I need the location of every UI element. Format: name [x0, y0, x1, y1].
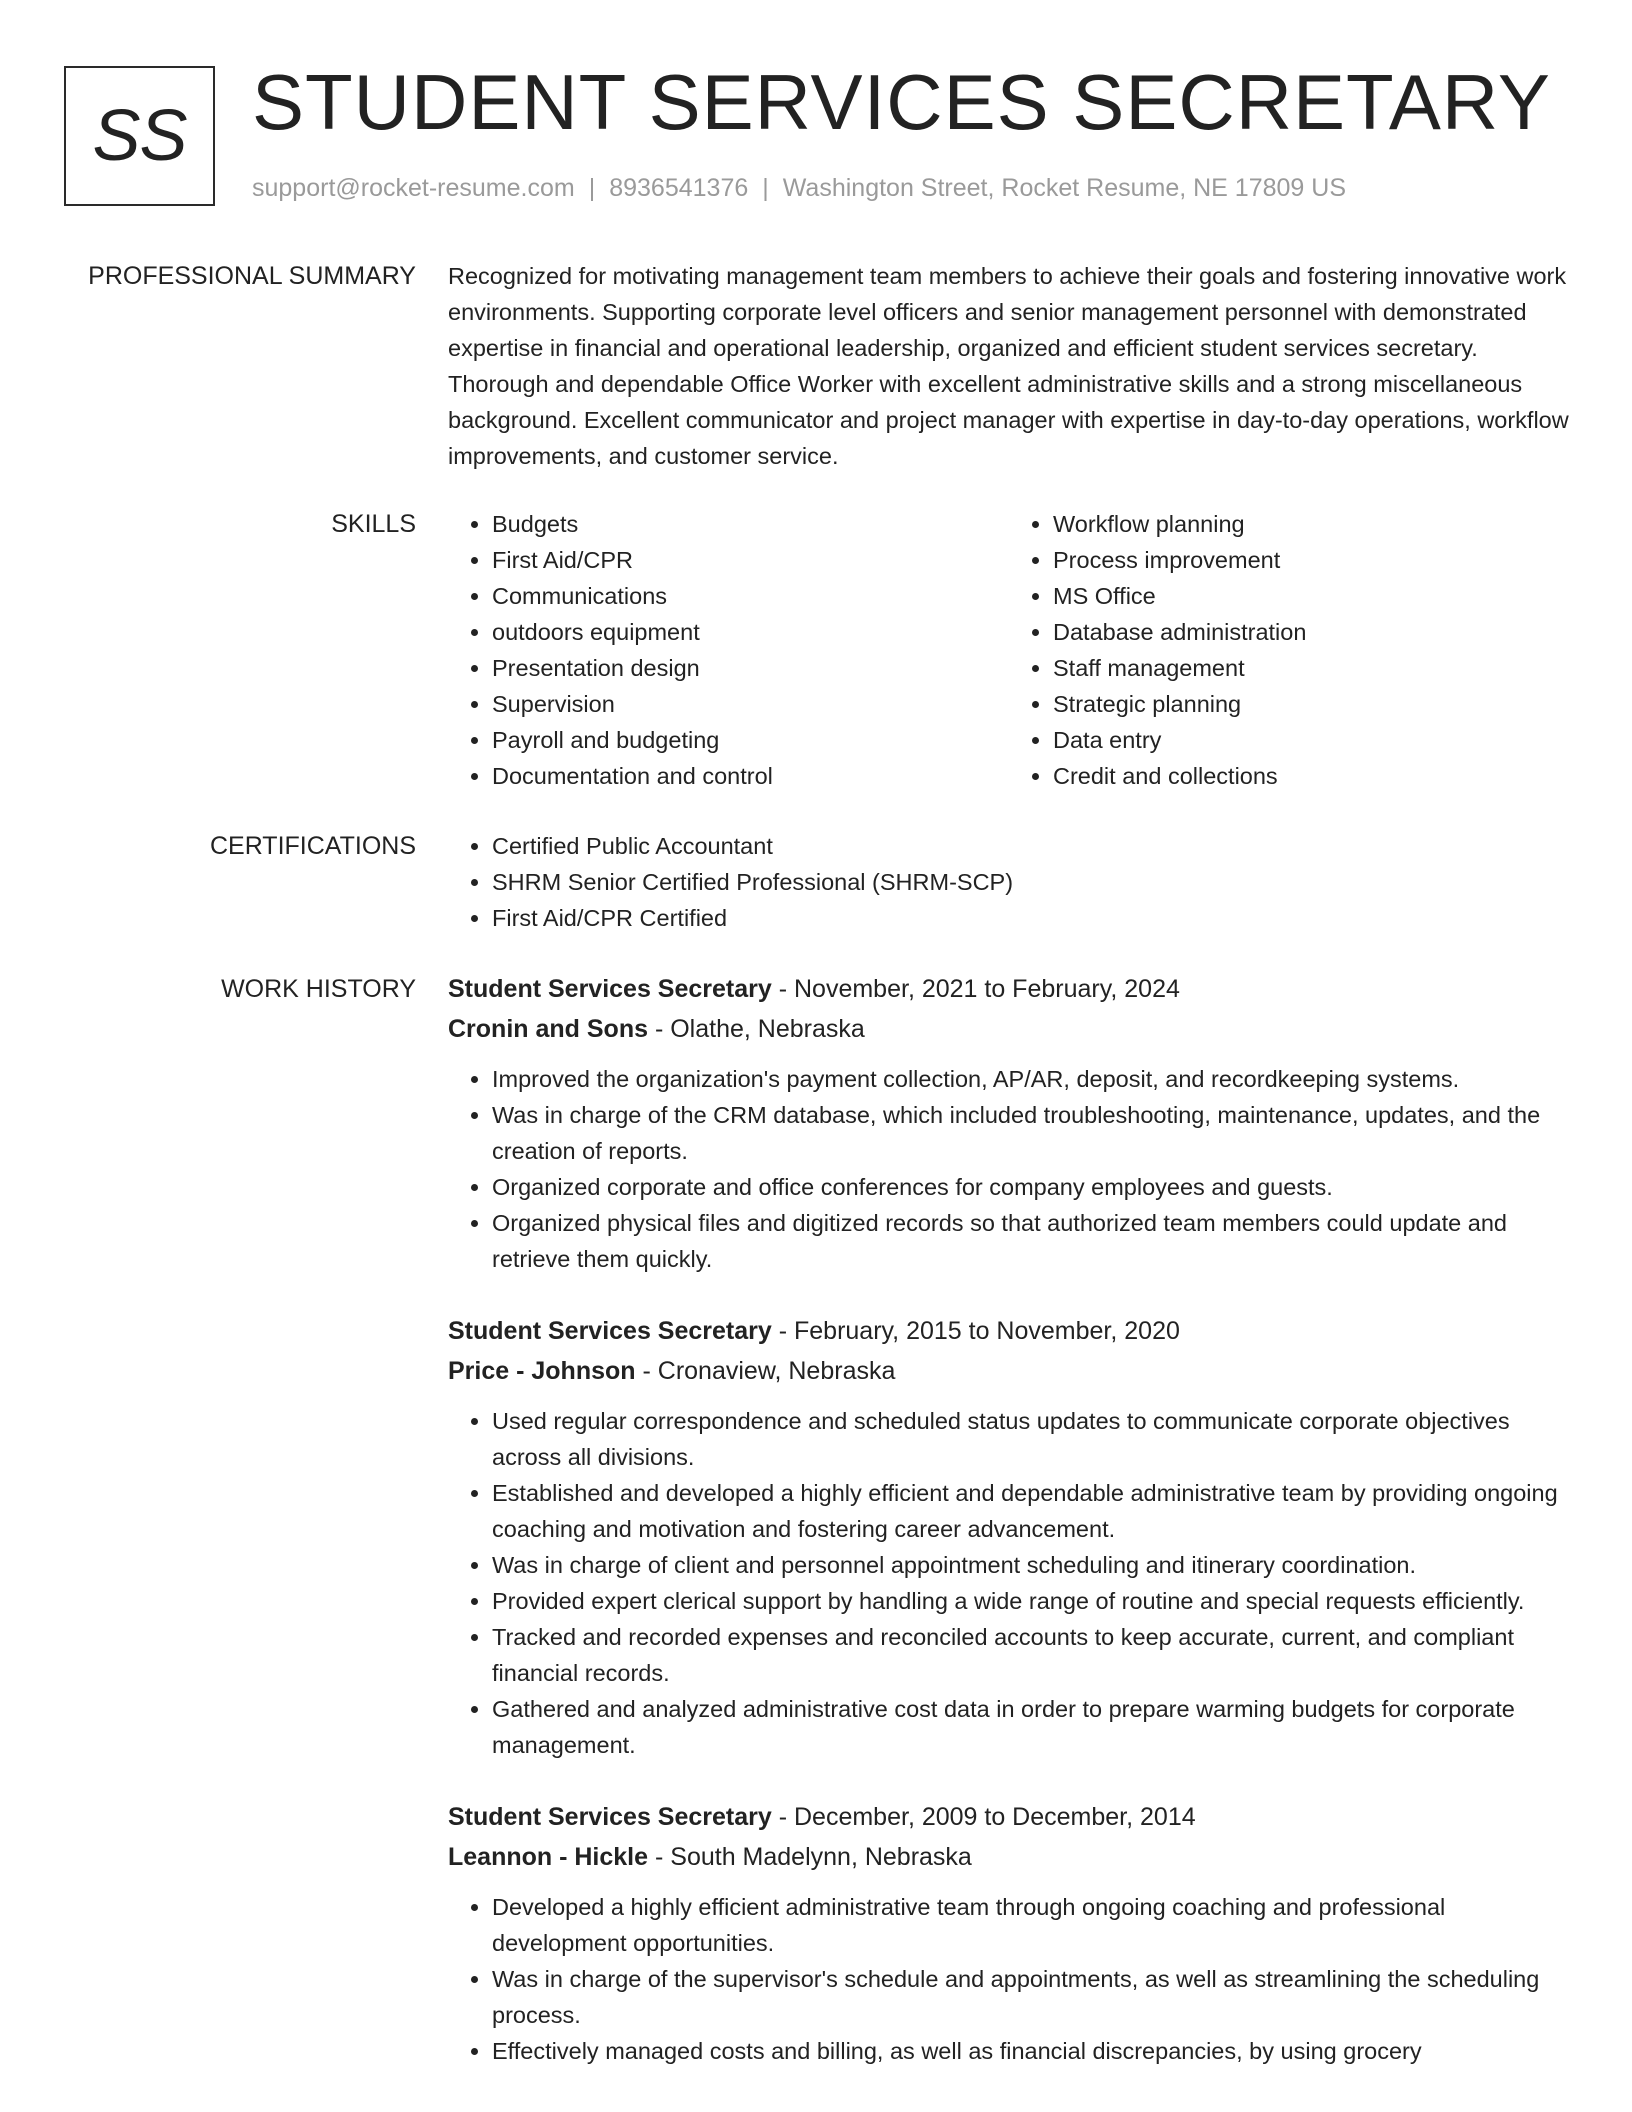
work-body — [448, 969, 1570, 2069]
list-item: • Was in charge of the CRM database, which included troubleshooting, maintenance, updates, and the creation of reports. — [492, 1097, 1570, 1169]
list-item: • First Aid/CPR Certified — [492, 900, 1570, 936]
list-item: • Credit and collections — [1053, 758, 1570, 794]
list-item: • Tracked and recorded expenses and reconciled accounts to keep accurate, current, and compliant financial records. — [492, 1619, 1570, 1691]
list-item: • Organized physical files and digitized records so that authorized team members could update and retrieve them quickly. — [492, 1205, 1570, 1277]
list-item: • SHRM Senior Certified Professional (SHRM-SCP) — [492, 864, 1570, 900]
summary-body — [448, 258, 1570, 474]
contact-address: Washington Street, Rocket Resume, NE 17809 US — [782, 174, 1346, 202]
section-heading: CERTIFICATIONS — [209, 832, 416, 860]
job-title: Student Services Secretary — [448, 1803, 772, 1831]
resume-name: STUDENT SERVICES SECRETARY — [252, 58, 1551, 146]
job-title-line — [448, 969, 1570, 1009]
job-title: Student Services Secretary — [448, 1317, 772, 1345]
list-item: • outdoors equipment — [492, 614, 1009, 650]
job-bullets — [448, 1061, 1570, 1277]
list-item: • Was in charge of the supervisor's schedule and appointments, as well as streamlining the scheduling process. — [492, 1961, 1570, 2033]
job-entry — [448, 1311, 1570, 1763]
list-item: • Payroll and budgeting — [492, 722, 1009, 758]
list-item: • Organized corporate and office conferences for company employees and guests. — [492, 1169, 1570, 1205]
job-company-line — [448, 1351, 1570, 1391]
list-item: • Effectively managed costs and billing, as well as financial discrepancies, by using grocery — [492, 2033, 1570, 2069]
job-dates: - February, 2015 to November, 2020 — [771, 1317, 1180, 1345]
list-item: • Certified Public Accountant — [492, 828, 1570, 864]
job-bullets — [448, 1403, 1570, 1763]
list-item: • Provided expert clerical support by handling a wide range of routine and special requests efficiently. — [492, 1583, 1570, 1619]
certifications-body — [448, 828, 1570, 936]
job-location: - South Madelynn, Nebraska — [648, 1843, 972, 1871]
job-title-line — [448, 1311, 1570, 1351]
list-item: • Supervision — [492, 686, 1009, 722]
job-company: Price - Johnson — [448, 1357, 636, 1385]
skills-list-left — [448, 506, 1009, 794]
list-item: • Workflow planning — [1053, 506, 1570, 542]
list-item: • Database administration — [1053, 614, 1570, 650]
contact-separator: | — [762, 174, 769, 202]
list-item: • Developed a highly efficient administrative team through ongoing coaching and professional development opportunities. — [492, 1889, 1570, 1961]
list-item: • Staff management — [1053, 650, 1570, 686]
contact-email[interactable]: support@rocket-resume.com — [252, 174, 575, 202]
list-item: • Data entry — [1053, 722, 1570, 758]
list-item: • Used regular correspondence and scheduled status updates to communicate corporate objectives across all divisions. — [492, 1403, 1570, 1475]
list-item: • MS Office — [1053, 578, 1570, 614]
section-heading: PROFESSIONAL SUMMARY — [88, 262, 416, 290]
list-item: • Established and developed a highly efficient and dependable administrative team by providing ongoing coaching and motivation and fostering career advancement. — [492, 1475, 1570, 1547]
monogram-box — [64, 66, 215, 206]
job-dates: - December, 2009 to December, 2014 — [771, 1803, 1196, 1831]
contact-line — [252, 174, 1346, 203]
list-item: • Process improvement — [1053, 542, 1570, 578]
job-location: - Olathe, Nebraska — [648, 1015, 865, 1043]
skills-list-right — [1009, 506, 1570, 794]
list-item: • Improved the organization's payment collection, AP/AR, deposit, and recordkeeping systems. — [492, 1061, 1570, 1097]
list-item: • First Aid/CPR — [492, 542, 1009, 578]
contact-phone[interactable]: 8936541376 — [609, 174, 749, 202]
job-location: - Cronaview, Nebraska — [635, 1357, 896, 1385]
summary-text: Recognized for motivating management team members to achieve their goals and fostering innovative work environments. Supporting corporate level officers and senior management personnel with demonstrated expertise in financial and operational leadership, organized and efficient student services secretary. Thorough and dependable Office Worker with excellent administrative skills and a strong miscellaneous background. Excellent communicator and project manager with expertise in day-to-day operations, workflow improvements, and customer service. — [448, 263, 1569, 469]
section-heading: SKILLS — [331, 510, 416, 538]
job-company-line — [448, 1009, 1570, 1049]
monogram-initials: SS — [92, 96, 187, 176]
job-title: Student Services Secretary — [448, 975, 772, 1003]
certifications-list — [448, 828, 1570, 936]
list-item: • Presentation design — [492, 650, 1009, 686]
job-dates: - November, 2021 to February, 2024 — [771, 975, 1180, 1003]
list-item: • Communications — [492, 578, 1009, 614]
job-company: Leannon - Hickle — [448, 1843, 649, 1871]
list-item: • Was in charge of client and personnel appointment scheduling and itinerary coordination. — [492, 1547, 1570, 1583]
list-item: • Budgets — [492, 506, 1009, 542]
skills-body — [448, 506, 1570, 794]
job-entry — [448, 969, 1570, 1277]
job-company-line — [448, 1837, 1570, 1877]
job-company: Cronin and Sons — [448, 1015, 648, 1043]
list-item: • Documentation and control — [492, 758, 1009, 794]
section-heading: WORK HISTORY — [221, 975, 416, 1003]
job-entry — [448, 1797, 1570, 2069]
contact-separator: | — [588, 174, 596, 202]
list-item: • Strategic planning — [1053, 686, 1570, 722]
job-title-line — [448, 1797, 1570, 1837]
list-item: • Gathered and analyzed administrative cost data in order to prepare warming budgets for corporate management. — [492, 1691, 1570, 1763]
job-bullets — [448, 1889, 1570, 2069]
